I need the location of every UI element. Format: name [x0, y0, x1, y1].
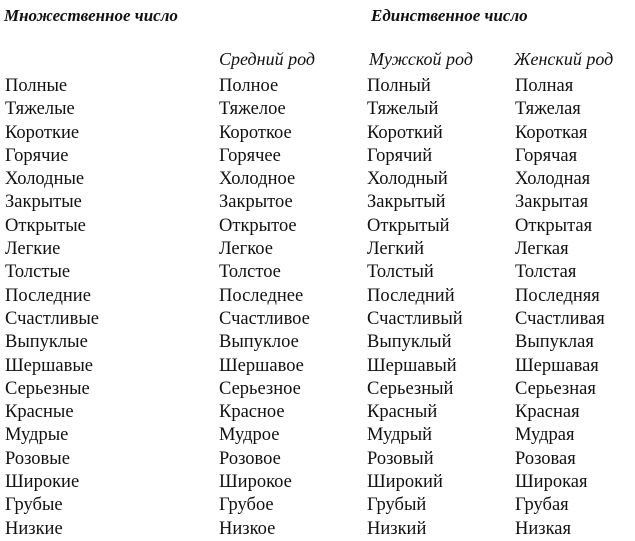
plural-form-cell: Закрытые: [5, 192, 82, 213]
feminine-form-cell: Выпуклая: [515, 332, 594, 353]
plural-form-cell: Толстые: [5, 262, 71, 283]
neuter-form-cell: Шершавое: [219, 355, 304, 376]
feminine-form-cell: Толстая: [515, 262, 577, 283]
neuter-form-cell: Широкое: [219, 472, 292, 493]
masculine-form-cell: Легкий: [367, 239, 425, 260]
masculine-form-cell: Счастливый: [367, 308, 463, 329]
neuter-form-cell: Толстое: [219, 262, 281, 283]
masculine-form-cell: Красный: [367, 402, 438, 423]
feminine-form-cell: Закрытая: [515, 192, 589, 213]
neuter-form-cell: Мудрое: [219, 425, 280, 446]
neuter-column-header: Средний род: [219, 49, 315, 69]
table-row: [0, 308, 635, 331]
table-row: [0, 215, 635, 238]
plural-form-cell: Серьезные: [5, 378, 90, 399]
feminine-column-header: Женский род: [514, 49, 614, 69]
neuter-form-cell: Красное: [219, 402, 285, 423]
masculine-form-cell: Тяжелый: [367, 99, 439, 120]
plural-form-cell: Горячие: [5, 145, 69, 166]
masculine-form-cell: Низкий: [367, 518, 427, 539]
masculine-form-cell: Открытый: [367, 215, 450, 236]
feminine-form-cell: Красная: [515, 402, 580, 423]
masculine-form-cell: Полный: [367, 76, 431, 96]
feminine-form-cell: Тяжелая: [515, 99, 581, 120]
masculine-form-cell: Выпуклый: [367, 332, 452, 353]
plural-form-cell: Последние: [5, 285, 91, 306]
feminine-form-cell: Мудрая: [515, 425, 575, 446]
table-row: [0, 98, 635, 121]
table-row: [0, 448, 635, 471]
neuter-form-cell: Серьезное: [219, 378, 301, 399]
table-row: [0, 191, 635, 214]
neuter-form-cell: Последнее: [219, 285, 304, 306]
plural-form-cell: Красные: [5, 402, 74, 423]
table-row: [0, 238, 635, 261]
neuter-form-cell: Розовое: [219, 448, 281, 469]
feminine-form-cell: Широкая: [515, 472, 588, 493]
feminine-form-cell: Счастливая: [515, 308, 605, 329]
masculine-column-header: Мужской род: [369, 49, 473, 69]
feminine-form-cell: Розовая: [515, 448, 576, 469]
plural-form-cell: Короткие: [5, 122, 80, 143]
gender-header-row: [0, 49, 635, 73]
neuter-form-cell: Низкое: [219, 518, 276, 539]
table-row: [0, 378, 635, 401]
neuter-form-cell: Легкое: [219, 239, 273, 260]
plural-form-cell: Открытые: [5, 215, 86, 236]
table-row: [0, 471, 635, 494]
plural-form-cell: Широкие: [5, 472, 80, 493]
masculine-form-cell: Мудрый: [367, 425, 433, 446]
singular-group-title: Единственное число: [371, 6, 528, 25]
neuter-form-cell: Счастливое: [219, 308, 310, 329]
group-header-row: [0, 6, 635, 30]
masculine-form-cell: Широкий: [367, 472, 443, 493]
feminine-form-cell: Открытая: [515, 215, 593, 236]
masculine-form-cell: Закрытый: [367, 192, 446, 213]
feminine-form-cell: Короткая: [515, 122, 588, 143]
plural-form-cell: Холодные: [5, 169, 85, 190]
masculine-form-cell: Последний: [367, 285, 455, 306]
table-row: [0, 355, 635, 378]
feminine-form-cell: Грубая: [515, 495, 569, 516]
feminine-form-cell: Горячая: [515, 145, 578, 166]
feminine-form-cell: Серьезная: [515, 378, 596, 399]
masculine-form-cell: Розовый: [367, 448, 434, 469]
neuter-form-cell: Закрытое: [219, 192, 293, 213]
plural-form-cell: Низкие: [5, 518, 63, 539]
plural-group-title: Множественное число: [4, 6, 178, 25]
table-row: [0, 261, 635, 284]
table-row: [0, 145, 635, 168]
table-row: [0, 518, 635, 541]
neuter-form-cell: Грубое: [219, 495, 274, 516]
plural-form-cell: Розовые: [5, 448, 70, 469]
plural-form-cell: Выпуклые: [5, 332, 88, 353]
table-row: [0, 424, 635, 447]
neuter-form-cell: Полное: [219, 76, 279, 96]
table-row: [0, 494, 635, 517]
neuter-form-cell: Холодное: [219, 169, 296, 190]
table-row: [0, 168, 635, 191]
feminine-form-cell: Низкая: [515, 518, 571, 539]
masculine-form-cell: Грубый: [367, 495, 427, 516]
neuter-form-cell: Горячее: [219, 145, 281, 166]
masculine-form-cell: Холодный: [367, 169, 448, 190]
plural-form-cell: Счастливые: [5, 308, 99, 329]
neuter-form-cell: Выпуклое: [219, 332, 299, 353]
adjective-table: [0, 75, 635, 541]
table-row: [0, 122, 635, 145]
feminine-form-cell: Полная: [515, 76, 574, 96]
plural-form-cell: Полные: [5, 76, 68, 96]
masculine-form-cell: Серьезный: [367, 378, 454, 399]
table-row: [0, 285, 635, 308]
table-row: [0, 75, 635, 98]
masculine-form-cell: Толстый: [367, 262, 434, 283]
plural-form-cell: Мудрые: [5, 425, 69, 446]
plural-form-cell: Тяжелые: [5, 99, 75, 120]
feminine-form-cell: Легкая: [515, 239, 569, 260]
neuter-form-cell: Тяжелое: [219, 99, 286, 120]
feminine-form-cell: Шершавая: [515, 355, 599, 376]
plural-form-cell: Шершавые: [5, 355, 93, 376]
table-row: [0, 331, 635, 354]
neuter-form-cell: Короткое: [219, 122, 292, 143]
plural-form-cell: Грубые: [5, 495, 63, 516]
masculine-form-cell: Горячий: [367, 145, 433, 166]
neuter-form-cell: Открытое: [219, 215, 297, 236]
plural-form-cell: Легкие: [5, 239, 61, 260]
feminine-form-cell: Холодная: [515, 169, 591, 190]
table-row: [0, 401, 635, 424]
masculine-form-cell: Шершавый: [367, 355, 457, 376]
feminine-form-cell: Последняя: [515, 285, 600, 306]
masculine-form-cell: Короткий: [367, 122, 443, 143]
